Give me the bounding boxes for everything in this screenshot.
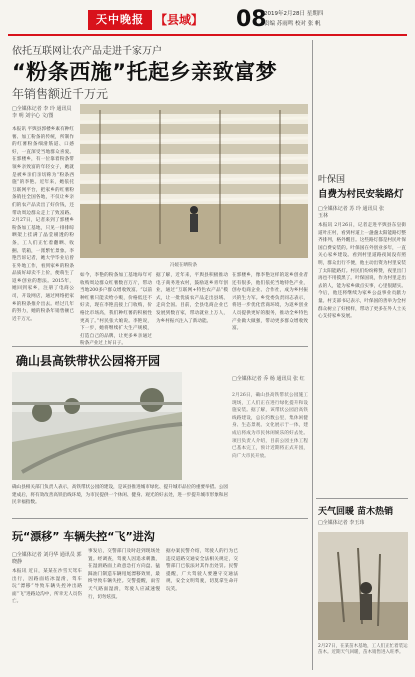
park-body: 2月26日，确山县高铁带状公园施工现场，工人们正在进行绿化提升和设施安装。据了解，该带状公园沿高铁线路建设，总长约数公里，集休闲健身、生态景观、文化展示于一体，建成后将成为市民休闲娱乐的好去处。项目负责人介绍，目前公园主体工程已基本完工，预计近期将正式开园，向广大市民开放。 (232, 393, 308, 459)
lead-body-col1: 本报讯 平舆县郭楼乡素有种红薯、加工粉条的传统，所制作的红薯粉条细滑筋道、口感好，一直深受当地群众喜爱。在郭楼乡，有一位靠着粉条带领乡亲致富的年轻女子，她就是被乡亲们亲切称为“粉条西施”的李艳。近年来，她依托互联网平台，把家乡的红薯粉条销往全国各地，不仅让乡亲们的农产品卖出了好价钱，还带动周边群众走上了致富路。2月27日，记者来到了郭楼乡粉条加工基地，只见一排排晾晒架上挂满了晶莹剔透的粉条，工人们正忙着翻晒、收捆、装箱，一派繁忙景象。李艳告诉记者，她大学毕业后曾在外地工作，看到家乡的粉条品质好却卖不上价，便萌生了返乡创业的想法。2015年，她回到家乡，注册了电商公司，开设网店，通过网络把家乡的粉条推介出去。经过几年的努力，她的粉条年销售额已近千万元。 (12, 127, 74, 322)
date-line: 2019年2月28日 星期四 (264, 11, 324, 17)
park-byline: □全媒体记者 乔 杨 通讯员 张 红 (232, 376, 305, 382)
masthead-rule (8, 34, 407, 36)
drift-byline: □全媒体记者 刘丹华 通讯员 郭晓静 (12, 552, 82, 565)
right1-byline: □全媒体记者 苏 玲 通讯员 张玉林 (318, 206, 385, 219)
right1-kicker: 叶保国 (318, 175, 346, 185)
drift-headline: 玩“漂移” 车辆失控“飞”进沟 (12, 530, 155, 543)
drift-body-col3: 据办案民警介绍，驾驶人的行为已违反道路交通安全法相关规定，交警部门已依法对其作出处罚。民警提醒，广大驾驶人要遵守交通法规，安全文明驾驶，切莫拿生命开玩笑。 (166, 549, 238, 592)
section-divider (12, 346, 308, 347)
drift-body-col1: 本报讯 近日，某某在沙雪天驾车出行，因路面结冰湿滑，驾车玩“漂移”导致车辆失控冲出路面“飞”进路边沟中，所幸无人员伤亡。 (12, 569, 82, 605)
page-number: 08 (236, 7, 267, 32)
lead-body-col2: 如今，李艳的粉条加工基地每年可收购周边群众红薯数百万斤，带动当地200多户群众增收致富。“以前种红薯只能卖给小贩，价格低还不好卖，现在李艳直接上门收购，价格比市场高，我们种红薯的积极性更高了。”村民张大娘说。李艳说，下一步，她将继续扩大生产规模，打造自己的品牌，让更多乡亲通过粉条产业过上好日子。 (80, 273, 152, 347)
seedling-illustration (318, 532, 408, 640)
lead-photo-caption: 冯媛在晒粉条 (170, 263, 197, 268)
park-body-lower: 确山县相关部门负责人表示，高铁带状公园的建设，是该县推进城市绿化、提升城市品位的重要举措。公园建成后，将有效改善高铁沿线环境，为市民提供一个休闲、健身、观光的好去处，进一步提升城市形象和居民幸福指数。 (12, 485, 228, 506)
editors-line: 责编 苏雨鸣 校对 张 帆 (264, 21, 321, 27)
park-headline: 确山县高铁带状公园将开园 (16, 354, 161, 368)
lead-subhead: 年销售额近千万元 (12, 87, 109, 101)
park-illustration (12, 372, 182, 480)
lead-byline: □全媒体记者 李 玲 通讯员 李 明 刘宇心 文/图 (12, 106, 72, 119)
noodle-drying-illustration (80, 104, 308, 258)
right1-headline: 自费为村民安装路灯 (318, 189, 404, 200)
lead-photo (80, 104, 308, 258)
right2-caption: 2月27日，在某苗木基地，工人们正忙着装运苗木。近期天气回暖，苗木销售进入旺季。 (318, 644, 408, 655)
newspaper-logo: 天中晚报 (88, 10, 152, 30)
right2-headline: 天气回暖 苗木热销 (318, 507, 394, 517)
lead-kicker: 依托互联网让农产品走进千家万户 (12, 46, 162, 57)
section-name: 【县域】 (155, 13, 204, 27)
section-divider-2 (12, 518, 308, 519)
column-divider (312, 40, 313, 670)
seedling-photo (318, 532, 408, 640)
right-divider (316, 498, 408, 499)
right2-byline: □全媒体记者 李玉玮 (318, 520, 365, 526)
lead-body-col3: 据了解，近年来，平舆县积极推动电子商务进农村，鼓励返乡青年创业，通过“互联网+特色农产品”模式，让一批优质农产品走出县域、走向全国。目前，全县电商企业已发展到数百家，带动就业上万人，为乡村振兴注入了新动能。 (156, 273, 228, 324)
lead-headline: “粉条西施”托起乡亲致富梦 (12, 60, 278, 84)
drift-body-col2: 事发后，交警部门及时赶到现场处置。经调查，驾驶人因追求刺激，在湿滑路面上故意急打方向盘、猛踩油门制造车辆甩尾漂移效果，最终导致车辆失控。交警提醒，雨雪天气路面湿滑，驾驶人应减速慢行，切勿炫技。 (88, 549, 160, 600)
right1-body: 本报讯 2月26日，记者走进平舆县东皇街道叶庄村，看到村道上一盏盏太阳能路灯整齐排列，格外醒目。这些路灯都是村民叶保国自费安装的。叶保国在外创业多年，一直关心家乡建设。看到村里道路夜间没有照明，群众出行不便，他主动出资为村里安装了太阳能路灯。村民们纷纷称赞，夜里出门再也不用摸黑了。叶保国说，作为村里走出去的人，能为家乡做点实事，心里很踏实。今后，他还将继续为家乡公益事业贡献力量。村支部书记表示，叶保国的善举为全村群众树立了好榜样，带动了更多在外人士关心支持家乡发展。 (318, 223, 406, 320)
lead-body-col4: 在郭楼乡，像李艳这样的返乡创业者还有很多，他们依托当地特色产业，创办电商企业、合作社，成为乡村振兴的生力军。乡党委负责同志表示，将进一步优化营商环境，为返乡创业人员提供更好的服务，推动全乡特色产业做大做强，带动更多群众增收致富。 (232, 273, 308, 332)
park-photo (12, 372, 182, 480)
